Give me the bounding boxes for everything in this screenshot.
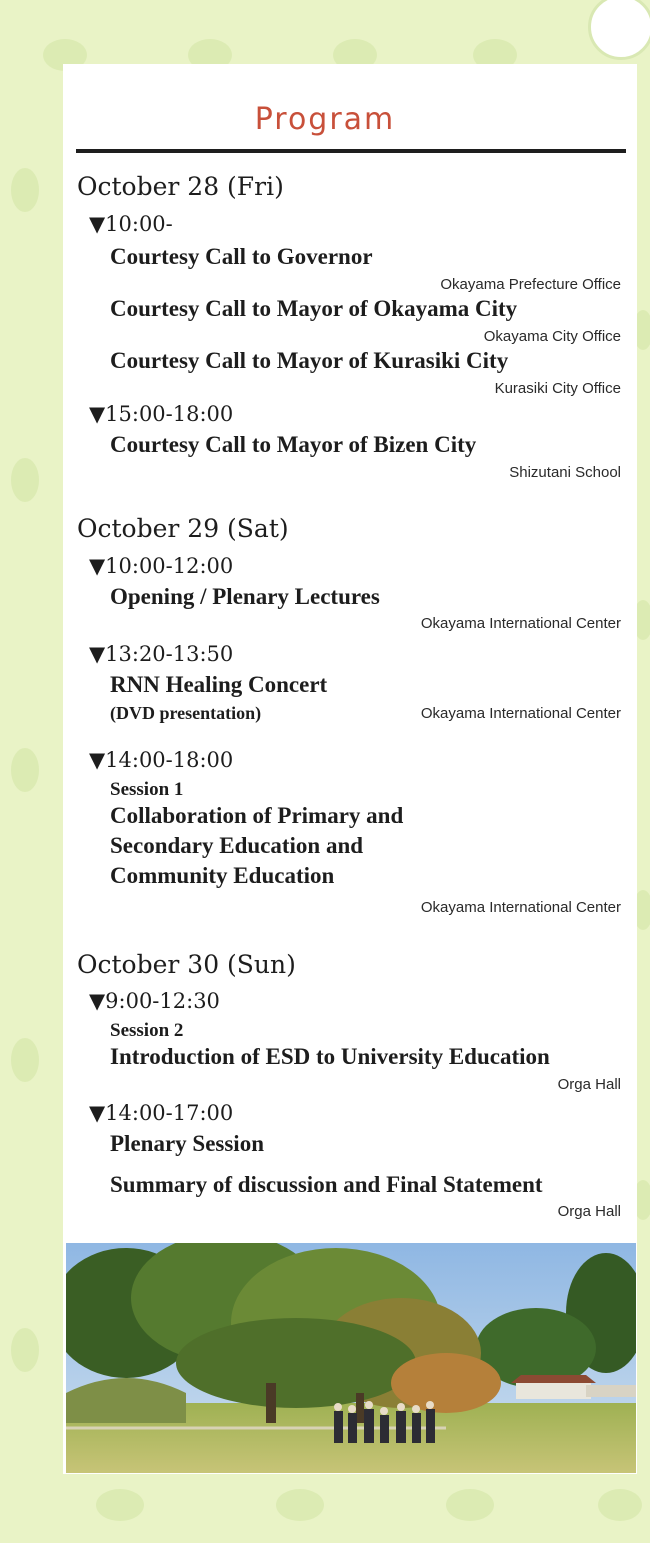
time-slot: ▼15:00-18:00 [89,402,234,426]
day-date: October 29 (Sat) [77,514,289,543]
session-title-line: Community Education [110,863,335,888]
day-date: October 28 (Fri) [77,172,284,201]
event-venue: Okayama Prefecture Office [440,276,621,293]
event-title: Plenary Session [110,1131,264,1156]
session-label: Session 2 [110,1020,184,1041]
event-title: Opening / Plenary Lectures [110,584,380,609]
page-title: Program [254,102,396,137]
time-slot: ▼14:00-17:00 [89,1101,234,1125]
event-title: Courtesy Call to Mayor of Okayama City [110,296,518,321]
time-slot: ▼10:00- [89,212,173,236]
event-title: Courtesy Call to Mayor of Bizen City [110,432,477,457]
event-title: Summary of discussion and Final Statement [110,1172,543,1197]
title-rule [76,149,626,153]
time-slot: ▼14:00-18:00 [89,748,234,772]
event-title: Introduction of ESD to University Education [110,1044,550,1069]
time-slot: ▼13:20-13:50 [89,642,234,666]
event-venue: Kurasiki City Office [494,380,621,397]
event-title: RNN Healing Concert [110,672,328,697]
event-venue: Okayama International Center [420,615,621,632]
event-venue: Orga Hall [557,1203,621,1220]
session-title-line: Secondary Education and [110,833,364,858]
session-title-line: Collaboration of Primary and [110,803,404,828]
event-subtitle: (DVD presentation) [110,703,262,723]
day-date: October 30 (Sun) [77,950,296,979]
event-title: Courtesy Call to Mayor of Kurasiki City [110,348,509,373]
park-photo [66,1243,636,1473]
time-slot: ▼10:00-12:00 [89,554,234,578]
session-label: Session 1 [110,779,184,800]
event-venue: Okayama City Office [483,328,621,345]
event-title: Courtesy Call to Governor [110,244,373,269]
event-venue: Okayama International Center [420,705,621,722]
event-venue: Shizutani School [509,464,621,481]
event-venue: Okayama International Center [420,899,621,916]
time-slot: ▼9:00-12:30 [89,989,220,1013]
event-venue: Orga Hall [557,1076,621,1093]
